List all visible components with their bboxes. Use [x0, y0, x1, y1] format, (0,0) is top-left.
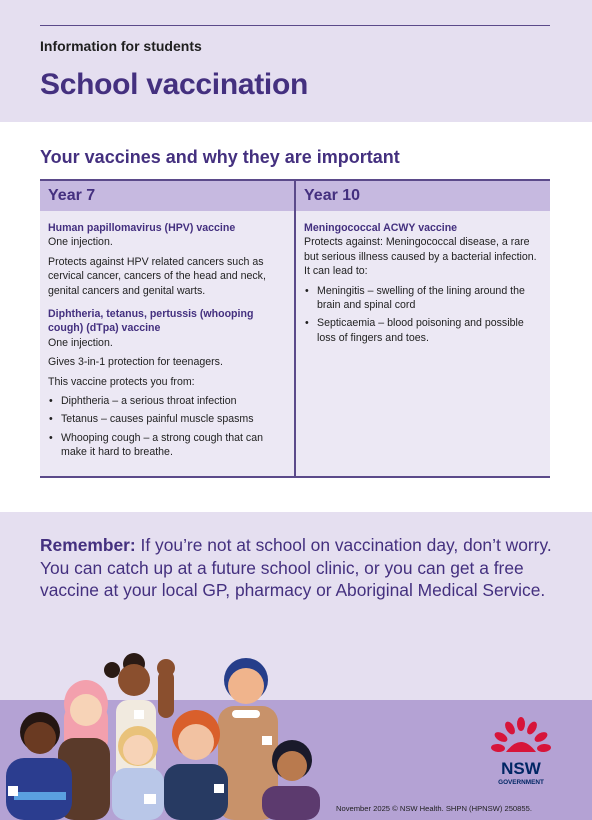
header-banner [0, 0, 592, 122]
footer-note: November 2025 © NSW Health. SHPN (HPNSW) 250855. [336, 804, 532, 813]
header-kicker: Information for students [40, 38, 202, 54]
list-item: • Septicaemia – blood poisoning and possible loss of fingers and toes. [304, 316, 542, 345]
logo-line-2: GOVERNMENT [498, 779, 544, 786]
hpv-dose: One injection. [48, 236, 113, 249]
list-item: • Diphtheria – a serious throat infection [48, 394, 286, 408]
dtpa-list [48, 394, 286, 460]
section-title: Your vaccines and why they are important [40, 147, 400, 167]
mening-title: Meningococcal ACWY vaccine [304, 222, 458, 234]
header-rule [40, 25, 550, 26]
year-7-column [40, 181, 294, 476]
remember-body: If you’re not at school on vaccination day, don’t worry. You can catch up at a future school clinic, or you can get a free vaccine at your local GP, pharmacy or Aboriginal Medical Service. [40, 535, 552, 600]
year-7-body [40, 211, 294, 476]
mening-list [304, 284, 542, 346]
dtpa-dose: One injection. [48, 336, 113, 349]
hpv-title: Human papillomavirus (HPV) vaccine [48, 222, 236, 234]
dtpa-gives: Gives 3-in-1 protection for teenagers. [48, 356, 223, 369]
student-blonde [112, 726, 164, 820]
nsw-government-logo [486, 716, 556, 792]
year-10-body [296, 211, 550, 476]
dtpa-intro: This vaccine protects you from: [48, 375, 195, 388]
list-item: • Tetanus – causes painful muscle spasms [48, 412, 286, 426]
year-10-heading: Year 10 [296, 181, 550, 211]
table-bottom-rule [40, 476, 550, 478]
vaccine-table [40, 179, 550, 478]
logo-line-1: NSW [501, 759, 541, 778]
remember-lead: Remember: [40, 535, 136, 555]
waratah-icon [491, 717, 552, 753]
students-illustration [0, 646, 320, 820]
mening-protects: Protects against: Meningococcal disease, a rare but serious illness caused by a bacterial infection. It can lead to: [304, 236, 537, 278]
hpv-protects: Protects against HPV related cancers such as cervical cancer, cancers of the head and neck, genital cancers and genital warts. [48, 255, 266, 297]
list-item: • Meningitis – swelling of the lining around the brain and spinal cord [304, 284, 542, 313]
page-title: School vaccination [40, 68, 308, 101]
list-item: • Whooping cough – a strong cough that can make it hard to breathe. [48, 431, 286, 460]
remember-text [40, 534, 560, 602]
year-10-column [296, 181, 550, 476]
student-hoodie [6, 712, 72, 820]
dtpa-title: Diphtheria, tetanus, pertussis (whooping cough) (dTpa) vaccine [48, 308, 254, 335]
year-7-heading: Year 7 [40, 181, 294, 211]
